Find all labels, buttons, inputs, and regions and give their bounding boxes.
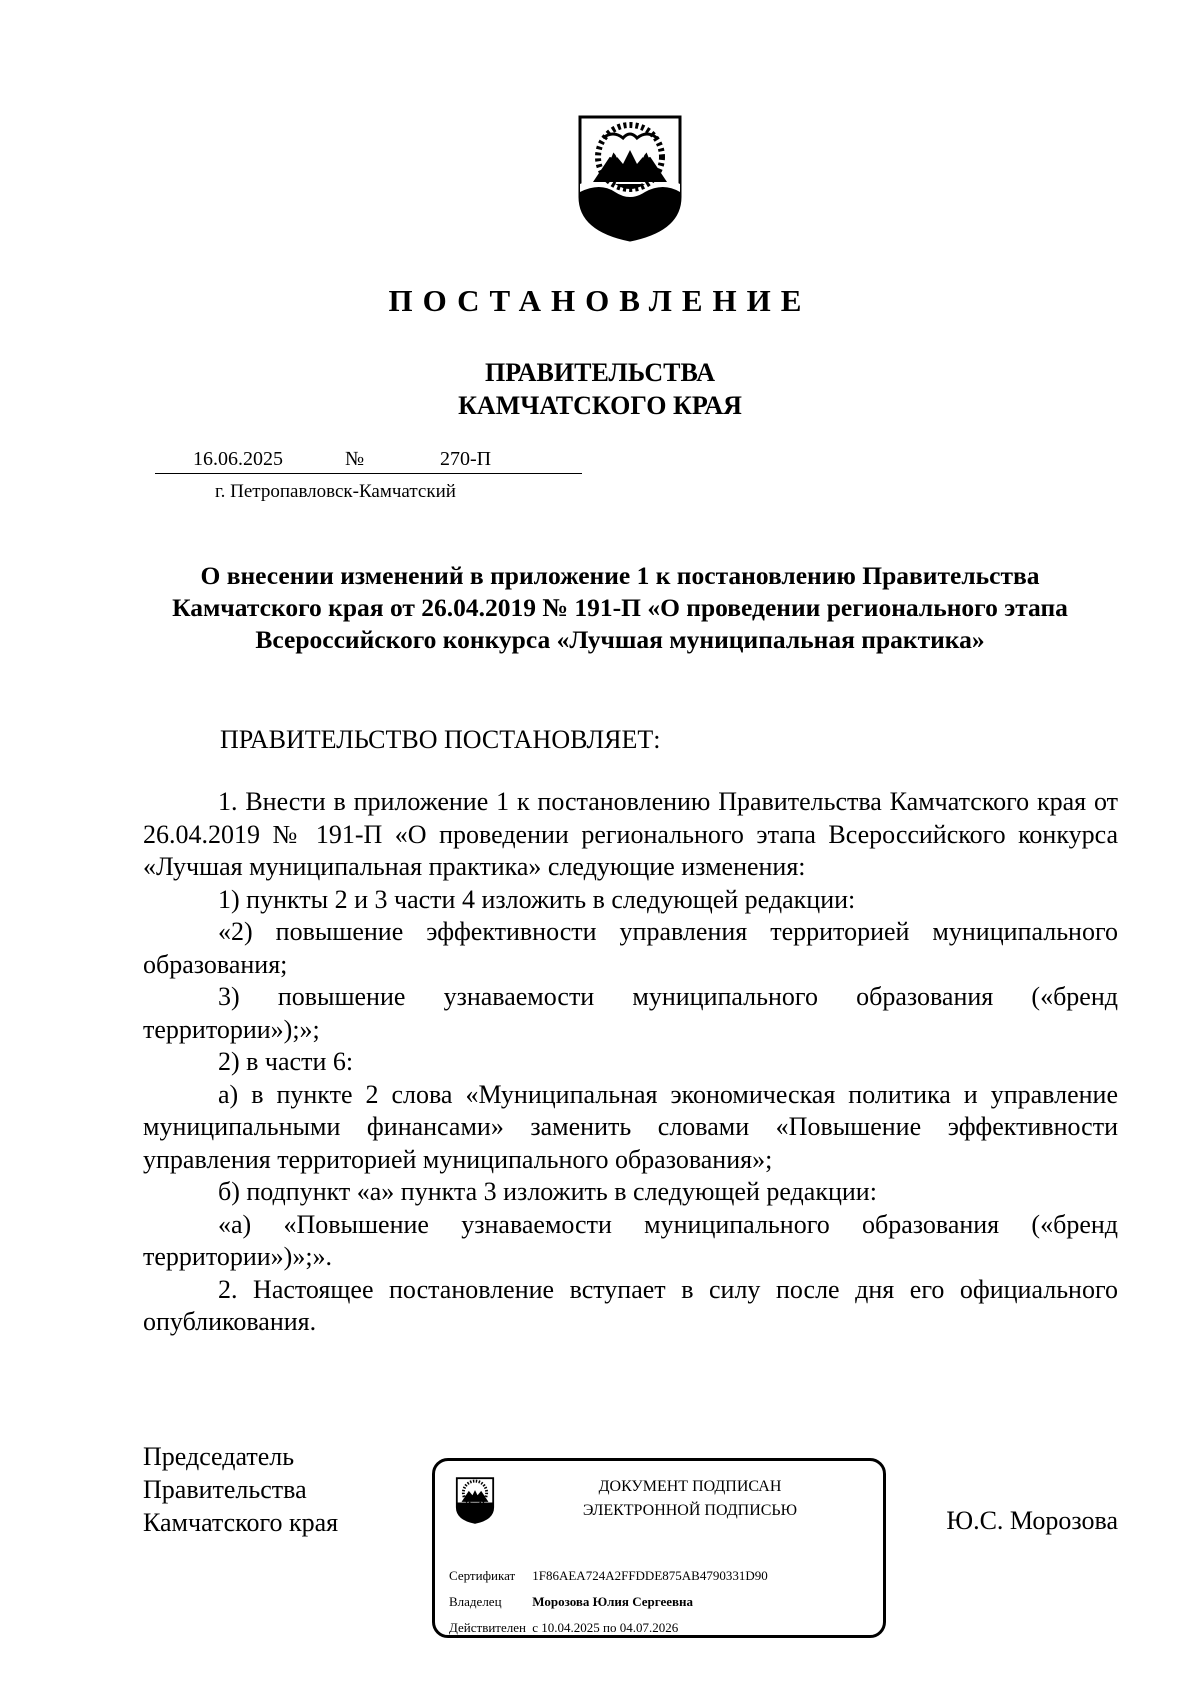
validity-value: с 10.04.2025 по 04.07.2026 xyxy=(532,1620,679,1635)
paragraph: 1) пункты 2 и 3 части 4 изложить в следующей редакции: xyxy=(218,884,856,914)
issuing-authority xyxy=(0,356,1200,422)
stamp-header-line-1: ДОКУМЕНТ ПОДПИСАН xyxy=(598,1478,782,1495)
document-subject: О внесении изменений в приложение 1 к постановлению Правительства Камчатского края от 26.04.2019 № 191-П «О проведении регионального этапа Всероссийского конкурса «Лучшая муниципальная практика» xyxy=(172,561,1068,654)
stamp-emblem-icon xyxy=(455,1475,495,1525)
document-date: 16.06.2025 xyxy=(193,448,283,470)
city: г. Петропавловск-Камчатский xyxy=(215,481,456,502)
authority-line-2: КАМЧАТСКОГО КРАЯ xyxy=(458,391,742,420)
kamchatka-coat-of-arms-icon xyxy=(575,112,685,242)
stamp-header-line-2: ЭЛЕКТРОННОЙ ПОДПИСЬЮ xyxy=(582,1502,798,1519)
stamp-certificate-row xyxy=(449,1568,768,1584)
stamp-header xyxy=(515,1475,865,1523)
document-number: 270-П xyxy=(440,448,492,470)
signatory-title xyxy=(143,1440,338,1539)
validity-label: Действителен xyxy=(449,1620,526,1635)
document-type: ПОСТАНОВЛЕНИЕ xyxy=(388,283,812,318)
owner-value: Морозова Юлия Сергеевна xyxy=(532,1594,694,1609)
paragraph: «а) «Повышение узнаваемости муниципального образования («бренд территории»)»;». xyxy=(143,1209,1118,1271)
paragraph: «2) повышение эффективности управления территорией муниципального образования; xyxy=(143,917,1118,979)
paragraph: б) подпункт «а» пункта 3 изложить в следующей редакции: xyxy=(218,1177,877,1206)
paragraph: 2) в части 6: xyxy=(218,1047,354,1076)
certificate-label: Сертификат xyxy=(449,1568,516,1583)
authority-line-1: ПРАВИТЕЛЬСТВА xyxy=(485,358,715,387)
paragraph: 2. Настоящее постановление вступает в силу после дня его официального опубликования. xyxy=(143,1274,1118,1336)
signatory-title-line-3: Камчатского края xyxy=(143,1508,339,1537)
signatory-title-line-2: Правительства xyxy=(143,1475,307,1504)
signatory-title-line-1: Председатель xyxy=(143,1442,295,1471)
date-number-line xyxy=(155,445,582,474)
paragraph: а) в пункте 2 слова «Муниципальная экономическая политика и управление муниципальными финансами» заменить словами «Повышение эффективности управления территорией муниципального образования»; xyxy=(143,1079,1118,1174)
decree-statement: ПРАВИТЕЛЬСТВО ПОСТАНОВЛЯЕТ: xyxy=(220,725,661,754)
certificate-value: 1F86AEA724A2FFDDE875AB4790331D90 xyxy=(532,1568,768,1583)
number-sign: № xyxy=(345,448,365,470)
electronic-signature-stamp xyxy=(432,1458,886,1638)
paragraph: 1. Внести в приложение 1 к постановлению Правительства Камчатского края от 26.04.2019 № 191-П «О проведении регионального этапа Всероссийского конкурса «Лучшая муниципальная практика» следующие изменения: xyxy=(143,787,1118,881)
stamp-validity-row xyxy=(449,1620,678,1636)
stamp-owner-row xyxy=(449,1594,693,1610)
paragraph: 3) повышение узнаваемости муниципального образования («бренд территории»);»; xyxy=(143,982,1118,1044)
signatory-name: Ю.С. Морозова xyxy=(946,1506,1118,1535)
document-body xyxy=(143,786,1118,1339)
owner-label: Владелец xyxy=(449,1594,502,1609)
